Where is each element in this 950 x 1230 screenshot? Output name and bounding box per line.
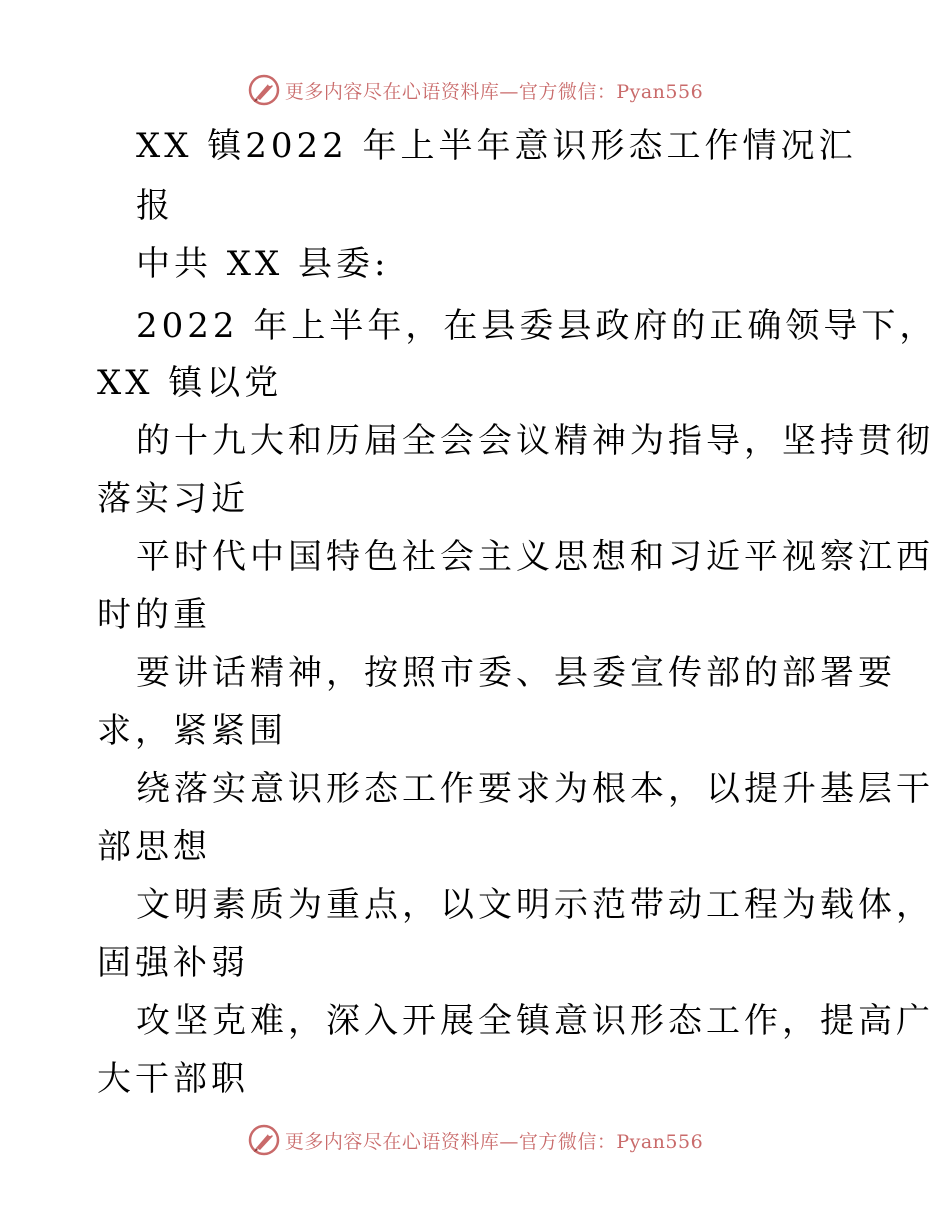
text-line: 要讲话精神，按照市委、县委宣传部的部署要 — [136, 653, 896, 693]
text-line: 部思想 — [97, 827, 211, 867]
pen-logo-icon — [247, 73, 281, 107]
text-line: 平时代中国特色社会主义思想和习近平视察江西 — [136, 537, 934, 577]
footer-watermark — [0, 1122, 950, 1158]
text-line: 固强补弱 — [97, 943, 249, 983]
pen-logo-icon — [247, 1123, 281, 1157]
text-line: 时的重 — [97, 595, 211, 635]
text-line: 的十九大和历届全会会议精神为指导，坚持贯彻 — [136, 421, 934, 461]
text-line: 文明素质为重点，以文明示范带动工程为载体， — [136, 885, 934, 925]
header-watermark — [0, 72, 950, 108]
text-line: 2022 年上半年，在县委县政府的正确领导下， — [136, 306, 938, 346]
text-line: XX 镇以党 — [97, 363, 283, 403]
text-line: 大干部职 — [97, 1059, 249, 1099]
text-line: XX 镇2022 年上半年意识形态工作情况汇 — [136, 126, 857, 166]
text-line: 中共 XX 县委: — [136, 244, 390, 284]
text-line: 求，紧紧围 — [97, 711, 287, 751]
text-line: 攻坚克难，深入开展全镇意识形态工作，提高广 — [136, 1001, 934, 1041]
watermark-text: 更多内容尽在心语资料库—官方微信：Pyan556 — [284, 80, 704, 103]
text-line: 报 — [136, 186, 174, 226]
text-line: 绕落实意识形态工作要求为根本，以提升基层干 — [136, 769, 934, 809]
watermark-text: 更多内容尽在心语资料库—官方微信：Pyan556 — [284, 1130, 704, 1153]
text-line: 落实习近 — [97, 479, 249, 519]
